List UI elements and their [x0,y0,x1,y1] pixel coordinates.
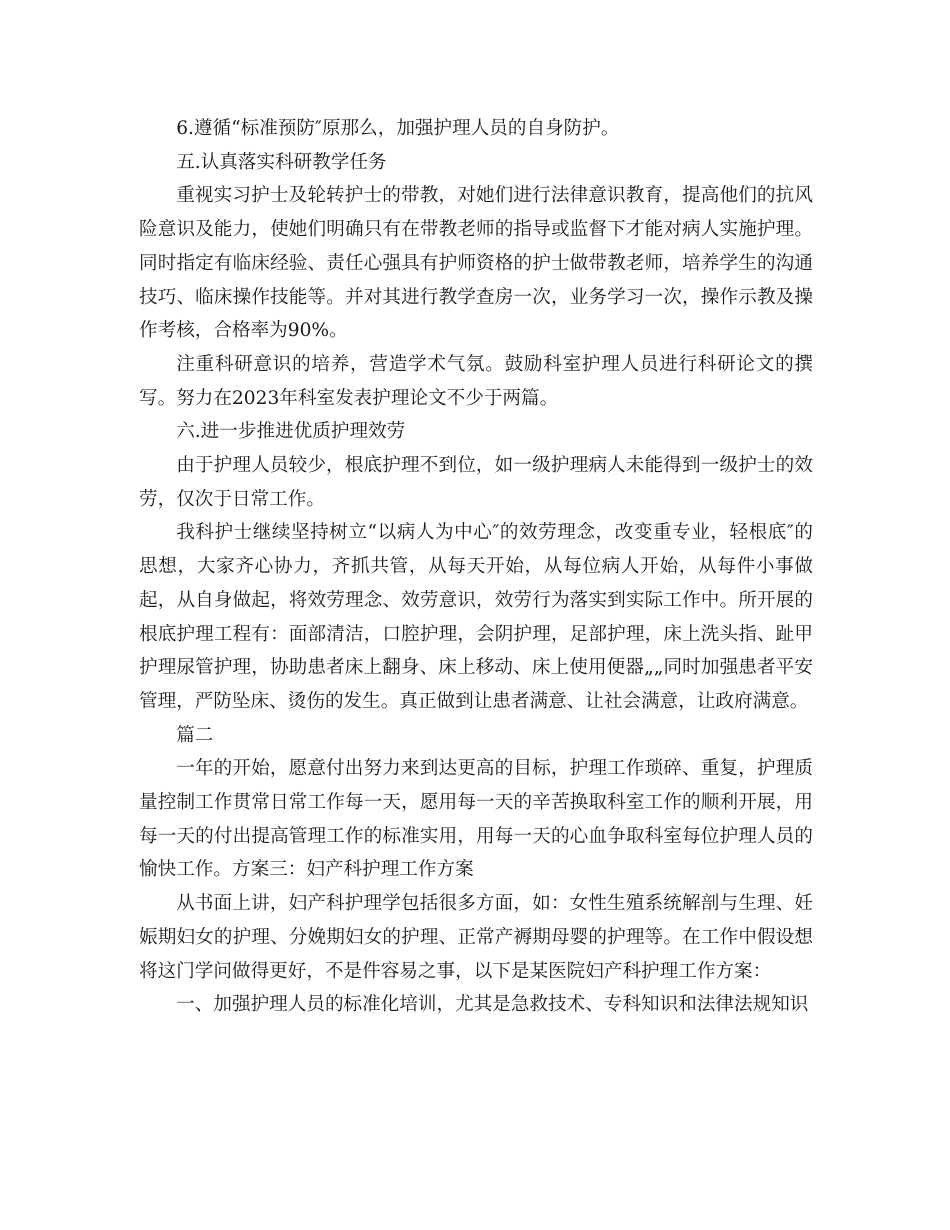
heading-research-teaching: 五.认真落实科研教学任务 [176,151,387,173]
paragraph-standardized-training: 一、加强护理人员的标准化培训，尤其是急救技术、专科知识和法律法规知识 [176,994,809,1016]
paragraph-staff-shortage: 由于护理人员较少，根底护理不到位，如一级护理病人未能得到一级护士的效劳，仅次于日常工作。 [139,455,813,510]
paragraph-research-awareness: 注重科研意识的培养，营造学术气氛。鼓励科室护理人员进行科研论文的撰写。努力在2023年科室发表护理论文不少于两篇。 [139,353,813,409]
document-page [139,112,813,1022]
heading-part-two: 篇二 [176,724,214,746]
paragraph-patient-centered: 我科护士继续坚持树立“以病人为中心″的效劳理念，改变重专业，轻根底″的思想，大家齐心协力，齐抓共管，从每天开始，从每位病人开始，从每件小事做起，从自身做起，将效劳理念、效劳意识，效劳行为落实到实际工作中。所开展的根底护理工程有：面部清洁，口腔护理，会阴护理，足部护理，床上洗头指、趾甲护理尿管护理，协助患者床上翻身、床上移动、床上使用便器„„同时加强患者平安管理，严防坠床、烫伤的发生。真正做到让患者满意、让社会满意，让政府满意。 [139,522,813,712]
paragraph-yearly-goals: 一年的开始，愿意付出努力来到达更高的目标，护理工作琐碎、重复，护理质量控制工作贯常日常工作每一天，愿用每一天的辛苦换取科室工作的顺利开展，用每一天的付出提高管理工作的标准实用，用每一天的心血争取科室每位护理人员的愉快工作。方案三：妇产科护理工作方案 [139,758,813,881]
paragraph-obstetrics-intro: 从书面上讲，妇产科护理学包括很多方面，如：女性生殖系统解剖与生理、妊娠期妇女的护理、分娩期妇女的护理、正常产褥期母婴的护理等。在工作中假设想将这门学问做得更好，不是件容易之事，以下是某医院妇产科护理工作方案： [139,893,813,982]
heading-quality-nursing: 六.进一步推进优质护理效劳 [176,421,406,443]
paragraph-standard-prevention: 6.遵循“标准预防″原那么，加强护理人员的自身防护。 [176,118,620,139]
paragraph-intern-training: 重视实习护士及轮转护士的带教，对她们进行法律意识教育，提高他们的抗风险意识及能力，使她们明确只有在带教老师的指导或监督下才能对病人实施护理。同时指定有临床经验、责任心强具有护师资格的护士做带教老师，培养学生的沟通技巧、临床操作技能等。并对其进行教学查房一次，业务学习一次，操作示教及操作考核，合格率为90%。 [139,185,813,342]
